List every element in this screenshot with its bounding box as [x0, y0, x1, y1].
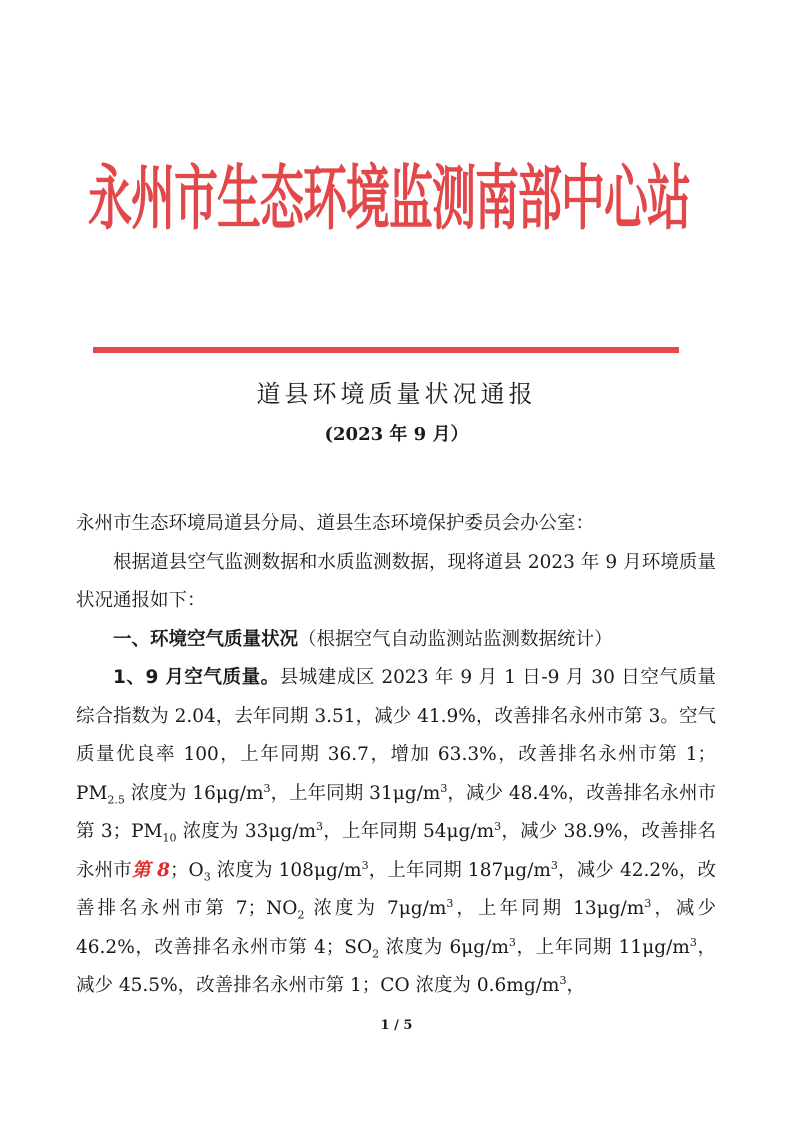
superscript: 3 [644, 896, 652, 910]
item-label: 1、9 月空气质量。 [113, 667, 280, 688]
subscript: 2.5 [107, 793, 125, 807]
document-date: (2023 年 9 月） [324, 424, 469, 445]
superscript: 3 [440, 781, 448, 795]
superscript: 3 [446, 896, 454, 910]
text-run: ，上年同期 11μg/m [515, 936, 690, 958]
document-title: 道县环境质量状况通报 [256, 380, 537, 408]
superscript: 3 [508, 935, 516, 949]
highlighted-rank: 第 8 [131, 859, 171, 881]
text-run: ，减少 38.9%，改善排名永州市 [76, 821, 716, 881]
subscript: 2 [297, 908, 305, 922]
document-body [76, 505, 716, 1006]
air-quality-paragraph [76, 659, 716, 1006]
superscript: 3 [361, 858, 369, 872]
text-run: ， [566, 975, 585, 996]
text-run: 浓度为 33μg/m [176, 821, 317, 842]
superscript: 3 [263, 781, 271, 795]
text-run: ，上年同期 13μg/m [453, 898, 645, 919]
section-heading [76, 621, 716, 660]
subscript: 10 [162, 831, 177, 845]
pm10-label: PM [131, 821, 163, 842]
section-title: 一、环境空气质量状况 [113, 628, 299, 650]
pm25-label: PM [76, 782, 108, 804]
text-run: ，上年同期 54μg/m [323, 821, 495, 842]
intro-paragraph: 根据道县空气监测数据和水质监测数据，现将道县 2023 年 9 月环境质量状况通报如下： [76, 551, 716, 611]
text-run: ，减少 48.4%，改善排名永州市第 3； [76, 782, 716, 842]
text-run: 浓度为 7μg/m [304, 898, 447, 919]
page-number: 1 / 5 [380, 1018, 413, 1033]
subscript: 3 [203, 870, 211, 884]
text-run: ，减少 42.2%，改善排名永州市第 7；NO [76, 859, 716, 919]
text-run: ，上年同期 187μg/m [368, 859, 551, 881]
text-run: ；O [170, 859, 204, 881]
red-divider [93, 347, 679, 353]
superscript: 3 [689, 935, 697, 949]
text-run: 浓度为 108μg/m [210, 859, 362, 881]
subscript: 2 [372, 947, 380, 961]
superscript: 3 [550, 858, 558, 872]
section-note: （根据空气自动监测站监测数据统计） [298, 628, 613, 650]
text-run: ，上年同期 31μg/m [270, 782, 441, 804]
superscript: 3 [559, 973, 567, 987]
superscript: 3 [316, 819, 324, 833]
text-run: 浓度为 16μg/m [124, 782, 264, 804]
text-run: ，减少 45.5%，改善排名永州市第 1；CO 浓度为 0.6mg/m [76, 936, 716, 996]
text-run: 浓度为 6μg/m [379, 936, 509, 958]
superscript: 3 [494, 819, 502, 833]
letterhead: 永州市生态环境监测南部中心站 [88, 158, 690, 240]
text-run: 县城建成区 2023 年 9 月 1 日-9 月 30 日空气质量综合指数为 2.04，去年同期 3.51，减少 41.9%，改善排名永州市第 3。空气质量优良率 100，上年同期 36.7，增加 63.3%，改善排名永州市第 1； [76, 667, 716, 765]
text-run: ，减少 46.2%，改善排名永州市第 4；SO [76, 898, 716, 958]
addressee: 永州市生态环境局道县分局、道县生态环境保护委员会办公室： [76, 513, 595, 534]
